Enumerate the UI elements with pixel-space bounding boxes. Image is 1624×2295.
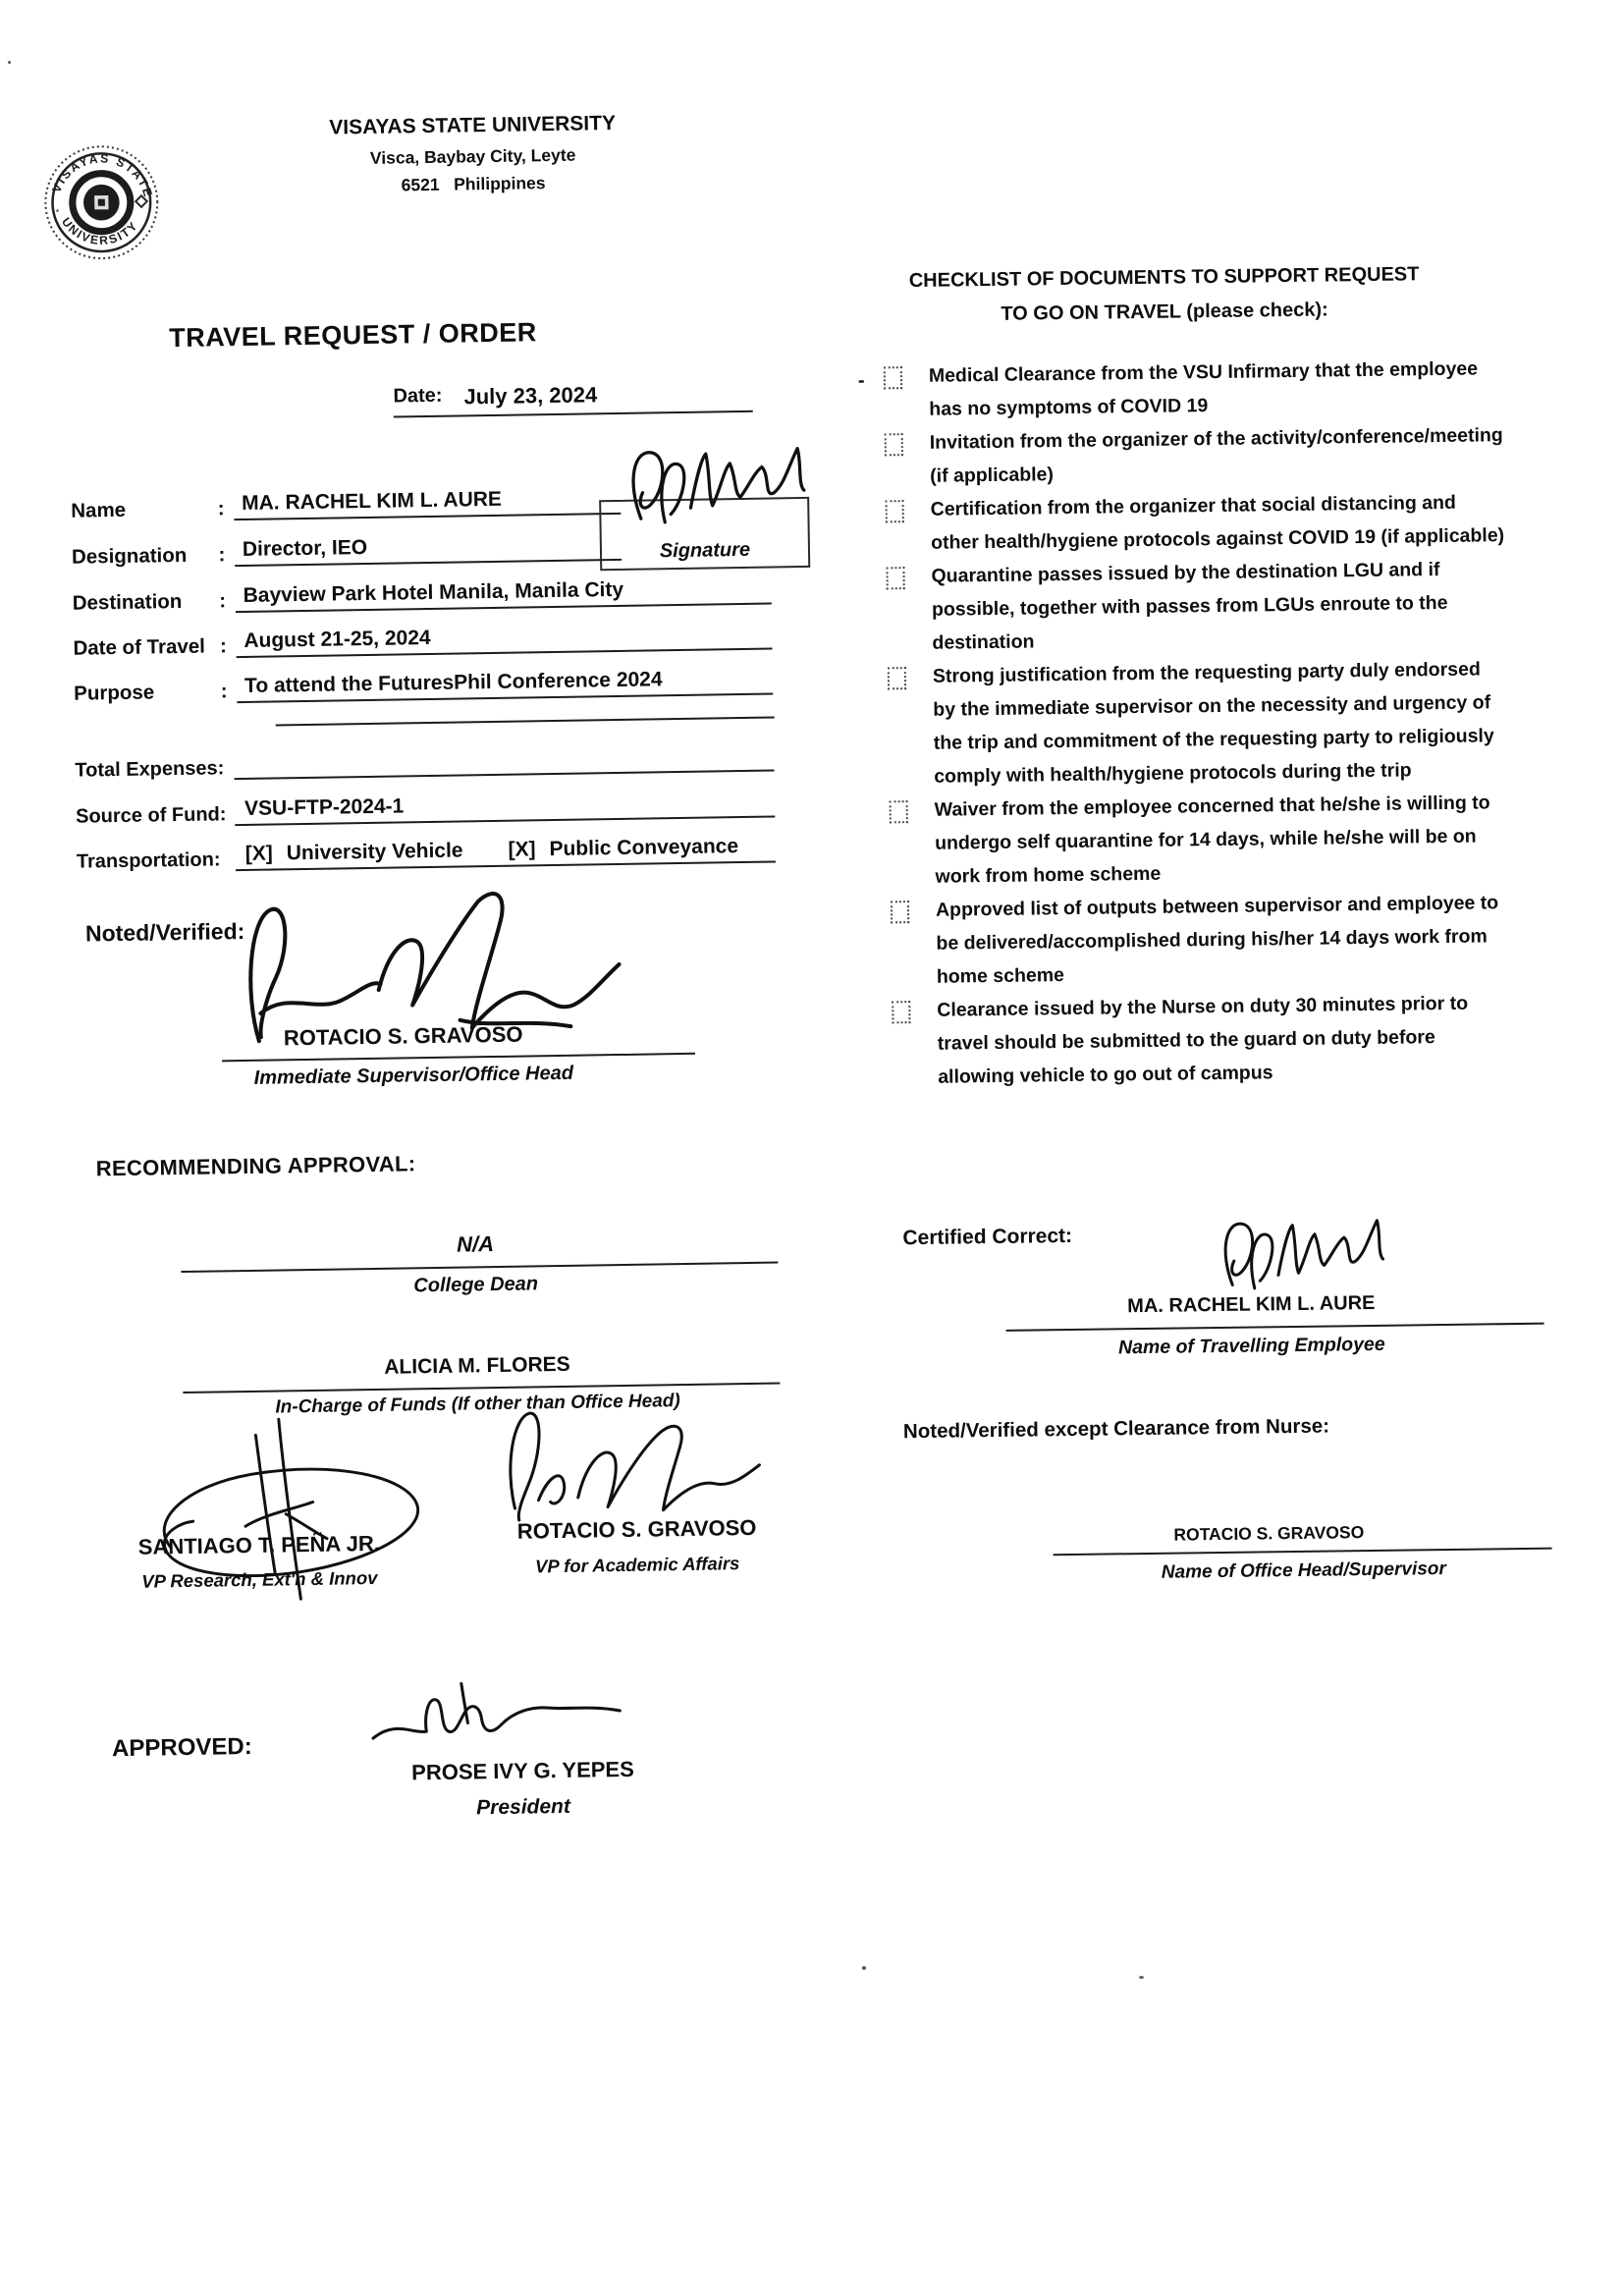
right-column bbox=[854, 241, 1581, 1722]
field-label: Destination bbox=[72, 589, 183, 615]
field-label: Name bbox=[71, 498, 127, 522]
checklist-item bbox=[885, 418, 1534, 494]
signature-aure bbox=[612, 428, 818, 531]
in-charge-role: In-Charge of Funds (If other than Office Head) bbox=[275, 1391, 680, 1418]
field-row-purpose bbox=[74, 667, 773, 706]
checkbox-icon bbox=[892, 1001, 910, 1023]
source-of-fund-row bbox=[76, 789, 775, 828]
form-title: TRAVEL REQUEST / ORDER bbox=[168, 317, 537, 354]
scan-speck bbox=[1139, 1976, 1144, 1979]
field-value: MA. RACHEL KIM L. AURE bbox=[234, 486, 621, 520]
field-row-name bbox=[71, 486, 621, 523]
president-name: PROSE IVY G. YEPES bbox=[410, 1756, 634, 1785]
signature-line bbox=[1054, 1548, 1552, 1557]
recommending-approval-heading: RECOMMENDING APPROVAL: bbox=[95, 1151, 416, 1181]
field-colon: : bbox=[220, 680, 228, 703]
checkbox-mark: [X] bbox=[244, 842, 273, 865]
checklist-item bbox=[889, 786, 1538, 895]
signature-line bbox=[1006, 1323, 1544, 1332]
scan-speck bbox=[862, 1966, 866, 1970]
checklist-item-text: Quarantine passes issued by the destination LGU and if possible, together with passes from LGUs enroute to the destination bbox=[931, 559, 1448, 654]
checkbox-icon bbox=[890, 800, 908, 823]
transportation-row bbox=[77, 834, 776, 873]
checkbox-icon bbox=[885, 433, 903, 456]
field-colon: : bbox=[218, 543, 226, 567]
field-colon: : bbox=[217, 497, 225, 520]
in-charge-name: ALICIA M. FLORES bbox=[384, 1352, 570, 1379]
field-value: Director, IEO bbox=[235, 532, 622, 567]
checklist-item-text: Waiver from the employee concerned that he/she is willing to undergo self quarantine for 14 days, while he/she will be on work from home scheme bbox=[934, 792, 1490, 888]
office-head-name: ROTACIO S. GRAVOSO bbox=[1173, 1522, 1365, 1545]
total-expenses-label: Total Expenses: bbox=[75, 757, 225, 782]
source-of-fund-label: Source of Fund: bbox=[75, 803, 227, 828]
university-name: VISAYAS STATE UNIVERSITY bbox=[329, 111, 617, 139]
transportation-option-label: Public Conveyance bbox=[549, 835, 739, 861]
scan-speck bbox=[8, 61, 11, 64]
field-value: Bayview Park Hotel Manila, Manila City bbox=[235, 576, 771, 614]
seal-top-text: VISAYAS STATE bbox=[49, 151, 156, 200]
date-label: Date: bbox=[393, 384, 443, 408]
vp-left-name: SANTIAGO T. PEÑA JR. bbox=[137, 1530, 381, 1559]
address-line-2: 6521 Philippines bbox=[401, 172, 546, 194]
signature-aure-2 bbox=[1206, 1198, 1395, 1301]
seal-bottom-text: UNIVERSITY bbox=[58, 214, 141, 248]
field-row-designation bbox=[72, 532, 622, 570]
total-expenses-row bbox=[75, 743, 774, 783]
date-value: July 23, 2024 bbox=[463, 382, 598, 410]
checkbox-icon bbox=[891, 901, 909, 923]
letterhead bbox=[271, 106, 675, 200]
noted-except-heading: Noted/Verified except Clearance from Nurse: bbox=[902, 1414, 1330, 1444]
field-label: Designation bbox=[71, 543, 188, 569]
transportation-options bbox=[236, 834, 776, 871]
field-colon: : bbox=[219, 589, 227, 613]
address-line-1: Visca, Baybay City, Leyte bbox=[369, 144, 576, 168]
checklist-item-text: Clearance issued by the Nurse on duty 30 minutes prior to travel should be submitted to the guard on duty before allowing vehicle to go out of campus bbox=[937, 992, 1469, 1088]
certified-correct-heading: Certified Correct: bbox=[902, 1224, 1073, 1250]
checkbox-icon bbox=[888, 667, 906, 689]
vp-right-role: VP for Academic Affairs bbox=[534, 1553, 740, 1577]
field-value: August 21-25, 2024 bbox=[236, 622, 772, 659]
checklist-item bbox=[888, 652, 1538, 794]
field-row-destination bbox=[72, 576, 771, 616]
noted-verified-heading: Noted/Verified: bbox=[84, 917, 245, 947]
source-of-fund-value: VSU-FTP-2024-1 bbox=[235, 789, 775, 826]
vp-right-name: ROTACIO S. GRAVOSO bbox=[516, 1514, 757, 1544]
college-dean-name: N/A bbox=[456, 1231, 495, 1257]
vp-left-role: VP Research, Ext'n & Innov bbox=[141, 1566, 378, 1592]
checkbox-icon bbox=[884, 366, 902, 389]
checklist-title-line2: TO GO ON TRAVEL (please check): bbox=[1001, 299, 1328, 325]
checklist-item-text: Medical Clearance from the VSU Infirmary that the employee has no symptoms of COVID 19 bbox=[928, 357, 1479, 420]
travelling-employee-role: Name of Travelling Employee bbox=[1117, 1333, 1385, 1359]
noted-verified-role: Immediate Supervisor/Office Head bbox=[253, 1062, 574, 1089]
noted-verified-name: ROTACIO S. GRAVOSO bbox=[283, 1021, 523, 1051]
field-label: Date of Travel bbox=[73, 634, 206, 660]
checklist-item bbox=[885, 485, 1534, 561]
college-dean-role: College Dean bbox=[413, 1273, 539, 1297]
transportation-label: Transportation: bbox=[76, 848, 221, 873]
field-colon: : bbox=[219, 634, 228, 658]
signature-box-label: Signature bbox=[659, 538, 751, 563]
stray-dash-mark: - bbox=[857, 369, 865, 392]
blank-line bbox=[276, 716, 775, 726]
checkbox-mark: [X] bbox=[508, 838, 536, 861]
checklist-item bbox=[892, 986, 1541, 1095]
date-row bbox=[393, 380, 752, 418]
president-role: President bbox=[476, 1794, 571, 1820]
checklist-item-text: Certification from the organizer that social distancing and other health/hygiene protocols against COVID 19 (if applicable) bbox=[930, 491, 1505, 554]
checklist-item bbox=[884, 352, 1533, 427]
left-column bbox=[26, 82, 839, 1901]
checkbox-icon bbox=[886, 567, 904, 589]
approved-heading: APPROVED: bbox=[111, 1732, 252, 1763]
svg-text:*: * bbox=[55, 207, 60, 218]
checklist-item-text: Approved list of outputs between supervisor and employee to be delivered/accomplished during his/her 14 days work from home scheme bbox=[935, 892, 1499, 988]
checklist-item-text: Invitation from the organizer of the activity/conference/meeting (if applicable) bbox=[929, 424, 1503, 487]
checklist-item bbox=[891, 886, 1540, 995]
travelling-employee-name: MA. RACHEL KIM L. AURE bbox=[1127, 1291, 1376, 1318]
university-seal-icon bbox=[40, 141, 162, 263]
checkbox-icon bbox=[886, 500, 904, 522]
checklist bbox=[884, 352, 1542, 1095]
total-expenses-value bbox=[234, 743, 774, 781]
checklist-title bbox=[854, 257, 1474, 334]
checklist-title-line1: CHECKLIST OF DOCUMENTS TO SUPPORT REQUEST bbox=[908, 263, 1420, 293]
checklist-item-text: Strong justification from the requesting party duly endorsed by the immediate supervisor on the necessity and urgency of the trip and commitment of the requesting party to religiously comply with health/hygiene protocols during the trip bbox=[932, 658, 1494, 788]
field-row-date-of-travel bbox=[73, 622, 772, 661]
office-head-role: Name of Office Head/Supervisor bbox=[1161, 1558, 1446, 1583]
field-label: Purpose bbox=[74, 681, 155, 705]
field-value: To attend the FuturesPhil Conference 2024 bbox=[237, 667, 773, 704]
checklist-item bbox=[886, 552, 1535, 661]
transportation-option-label: University Vehicle bbox=[286, 839, 463, 865]
